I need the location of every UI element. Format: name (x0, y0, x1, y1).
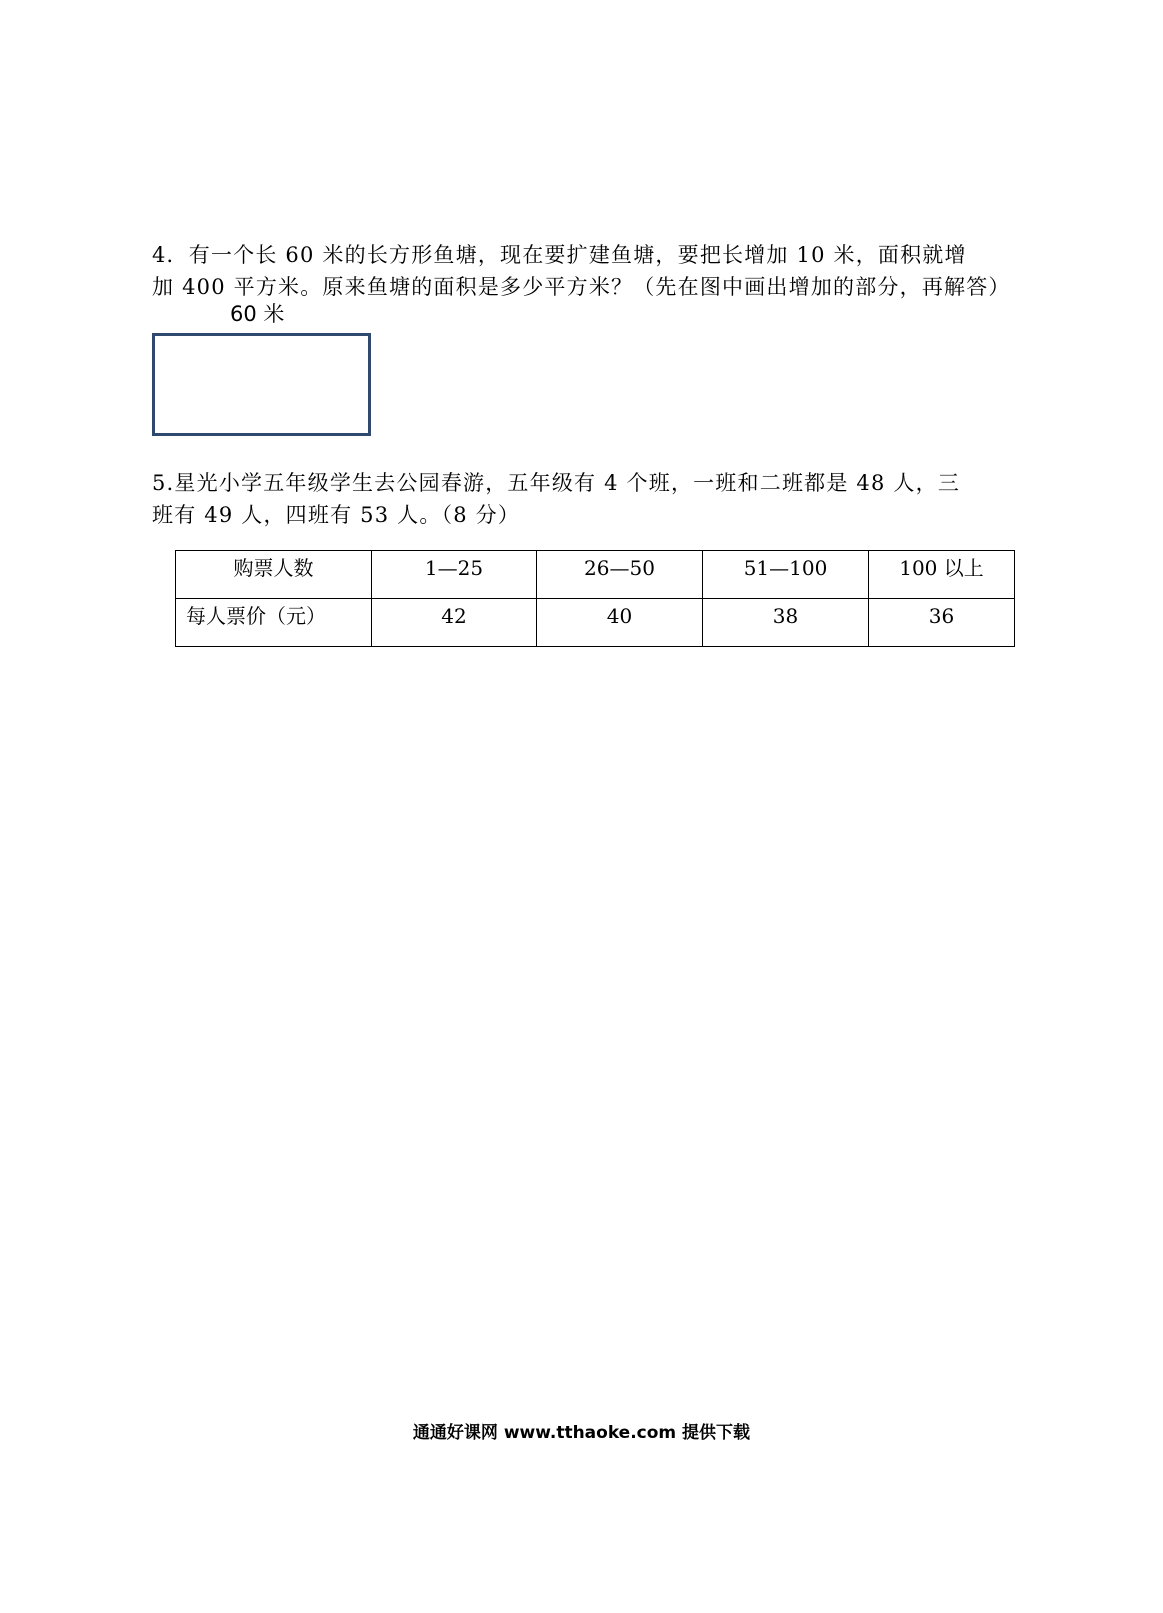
table-cell: 42 (372, 599, 537, 647)
table-row-price (176, 599, 1015, 647)
table-cell: 51—100 (703, 551, 869, 599)
ticket-price-table (175, 550, 1015, 647)
table-cell-header-people: 购票人数 (176, 551, 372, 599)
question-5-text-line-1: 5.星光小学五年级学生去公园春游，五年级有 4 个班，一班和二班都是 48 人，三 (152, 471, 961, 495)
question-5-text-line-2: 班有 49 人，四班有 53 人。（8 分） (152, 503, 521, 527)
question-4-text-line-2: 加 400 平方米。原来鱼塘的面积是多少平方米？（先在图中画出增加的部分，再解答） (152, 275, 1011, 299)
table-row-group-size (176, 551, 1015, 599)
table-cell: 38 (703, 599, 869, 647)
table-cell-header-price: 每人票价（元） (176, 599, 372, 647)
pond-length-label: 60 米 (230, 302, 285, 326)
table-cell: 40 (537, 599, 703, 647)
table-cell: 26—50 (537, 551, 703, 599)
table-cell: 36 (869, 599, 1015, 647)
table-cell: 100 以上 (869, 551, 1015, 599)
question-4-text-line-1: 4．有一个长 60 米的长方形鱼塘，现在要扩建鱼塘，要把长增加 10 米，面积就增 (152, 243, 967, 267)
table-cell: 1—25 (372, 551, 537, 599)
footer-source-text: 通通好课网 www.tthaoke.com 提供下载 (412, 1423, 751, 1443)
fish-pond-rectangle (152, 333, 371, 436)
